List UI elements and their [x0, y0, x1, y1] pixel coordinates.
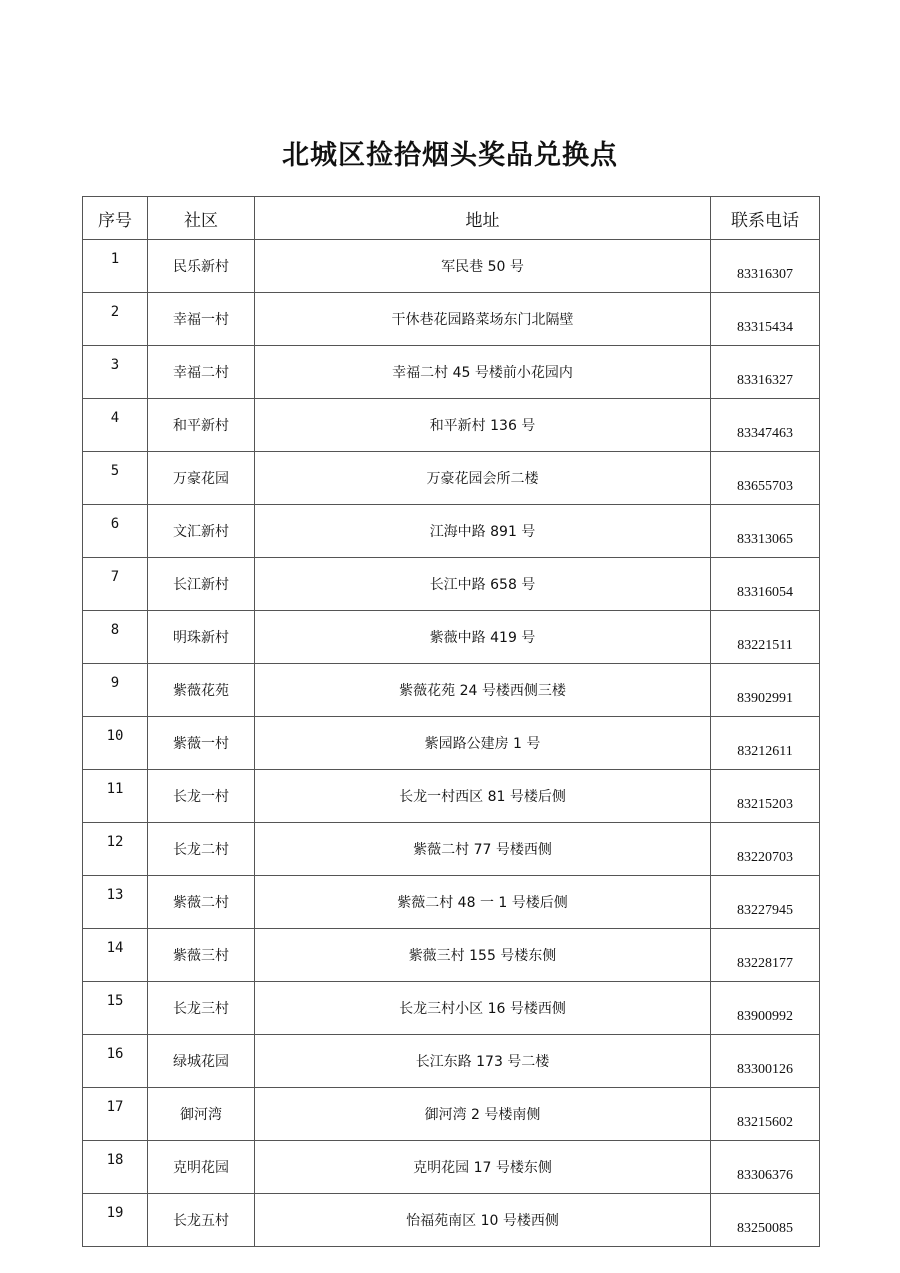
table-row — [83, 505, 820, 558]
address-cell: 紫薇三村 155 号楼东侧 — [255, 929, 711, 982]
seq-cell: 15 — [83, 982, 148, 1035]
table-row — [83, 346, 820, 399]
phone-cell: 83316307 — [711, 240, 820, 293]
phone-cell: 83902991 — [711, 664, 820, 717]
seq-cell: 13 — [83, 876, 148, 929]
seq-cell: 16 — [83, 1035, 148, 1088]
table-row — [83, 929, 820, 982]
table-row — [83, 558, 820, 611]
address-cell: 长龙一村西区 81 号楼后侧 — [255, 770, 711, 823]
address-cell: 御河湾 2 号楼南侧 — [255, 1088, 711, 1141]
community-cell: 长龙五村 — [148, 1194, 255, 1247]
table-row — [83, 717, 820, 770]
community-cell: 长龙一村 — [148, 770, 255, 823]
community-cell: 紫薇三村 — [148, 929, 255, 982]
phone-cell: 83221511 — [711, 611, 820, 664]
address-cell: 万豪花园会所二楼 — [255, 452, 711, 505]
seq-cell: 2 — [83, 293, 148, 346]
table-row — [83, 1035, 820, 1088]
community-cell: 御河湾 — [148, 1088, 255, 1141]
header-phone: 联系电话 — [711, 197, 820, 240]
community-cell: 紫薇二村 — [148, 876, 255, 929]
community-cell: 幸福一村 — [148, 293, 255, 346]
phone-cell: 83228177 — [711, 929, 820, 982]
address-cell: 军民巷 50 号 — [255, 240, 711, 293]
phone-cell: 83655703 — [711, 452, 820, 505]
seq-cell: 19 — [83, 1194, 148, 1247]
table-row — [83, 240, 820, 293]
address-cell: 幸福二村 45 号楼前小花园内 — [255, 346, 711, 399]
table-row — [83, 770, 820, 823]
header-seq: 序号 — [83, 197, 148, 240]
community-cell: 绿城花园 — [148, 1035, 255, 1088]
phone-cell: 83300126 — [711, 1035, 820, 1088]
table-row — [83, 876, 820, 929]
seq-cell: 4 — [83, 399, 148, 452]
seq-cell: 10 — [83, 717, 148, 770]
table-row — [83, 823, 820, 876]
seq-cell: 5 — [83, 452, 148, 505]
community-cell: 克明花园 — [148, 1141, 255, 1194]
address-cell: 和平新村 136 号 — [255, 399, 711, 452]
phone-cell: 83316054 — [711, 558, 820, 611]
table-row — [83, 611, 820, 664]
seq-cell: 11 — [83, 770, 148, 823]
header-community: 社区 — [148, 197, 255, 240]
phone-cell: 83227945 — [711, 876, 820, 929]
seq-cell: 17 — [83, 1088, 148, 1141]
table-row — [83, 1088, 820, 1141]
phone-cell: 83313065 — [711, 505, 820, 558]
page-title: 北城区捡拾烟头奖品兑换点 — [282, 140, 618, 171]
table-header-row — [83, 197, 820, 240]
address-cell: 长龙三村小区 16 号楼西侧 — [255, 982, 711, 1035]
table-row — [83, 664, 820, 717]
community-cell: 长江新村 — [148, 558, 255, 611]
table-body — [83, 240, 820, 1247]
seq-cell: 9 — [83, 664, 148, 717]
community-cell: 紫薇一村 — [148, 717, 255, 770]
community-cell: 明珠新村 — [148, 611, 255, 664]
community-cell: 和平新村 — [148, 399, 255, 452]
address-cell: 紫薇花苑 24 号楼西侧三楼 — [255, 664, 711, 717]
phone-cell: 83315434 — [711, 293, 820, 346]
seq-cell: 14 — [83, 929, 148, 982]
address-cell: 紫薇中路 419 号 — [255, 611, 711, 664]
community-cell: 长龙三村 — [148, 982, 255, 1035]
seq-cell: 8 — [83, 611, 148, 664]
phone-cell: 83316327 — [711, 346, 820, 399]
address-cell: 江海中路 891 号 — [255, 505, 711, 558]
phone-cell: 83347463 — [711, 399, 820, 452]
seq-cell: 18 — [83, 1141, 148, 1194]
address-cell: 干休巷花园路菜场东门北隔壁 — [255, 293, 711, 346]
address-cell: 长江东路 173 号二楼 — [255, 1035, 711, 1088]
address-cell: 紫薇二村 48 一 1 号楼后侧 — [255, 876, 711, 929]
seq-cell: 12 — [83, 823, 148, 876]
address-cell: 克明花园 17 号楼东侧 — [255, 1141, 711, 1194]
phone-cell: 83306376 — [711, 1141, 820, 1194]
community-cell: 万豪花园 — [148, 452, 255, 505]
phone-cell: 83215602 — [711, 1088, 820, 1141]
table-row — [83, 1194, 820, 1247]
seq-cell: 3 — [83, 346, 148, 399]
exchange-points-table — [82, 196, 820, 1247]
phone-cell: 83215203 — [711, 770, 820, 823]
address-cell: 紫薇二村 77 号楼西侧 — [255, 823, 711, 876]
community-cell: 民乐新村 — [148, 240, 255, 293]
phone-cell: 83212611 — [711, 717, 820, 770]
table-row — [83, 982, 820, 1035]
address-cell: 长江中路 658 号 — [255, 558, 711, 611]
community-cell: 紫薇花苑 — [148, 664, 255, 717]
table-row — [83, 399, 820, 452]
table-row — [83, 452, 820, 505]
address-cell: 紫园路公建房 1 号 — [255, 717, 711, 770]
phone-cell: 83900992 — [711, 982, 820, 1035]
header-address: 地址 — [255, 197, 711, 240]
address-cell: 怡福苑南区 10 号楼西侧 — [255, 1194, 711, 1247]
seq-cell: 1 — [83, 240, 148, 293]
table-row — [83, 293, 820, 346]
seq-cell: 6 — [83, 505, 148, 558]
seq-cell: 7 — [83, 558, 148, 611]
table-row — [83, 1141, 820, 1194]
community-cell: 长龙二村 — [148, 823, 255, 876]
community-cell: 文汇新村 — [148, 505, 255, 558]
phone-cell: 83250085 — [711, 1194, 820, 1247]
phone-cell: 83220703 — [711, 823, 820, 876]
community-cell: 幸福二村 — [148, 346, 255, 399]
